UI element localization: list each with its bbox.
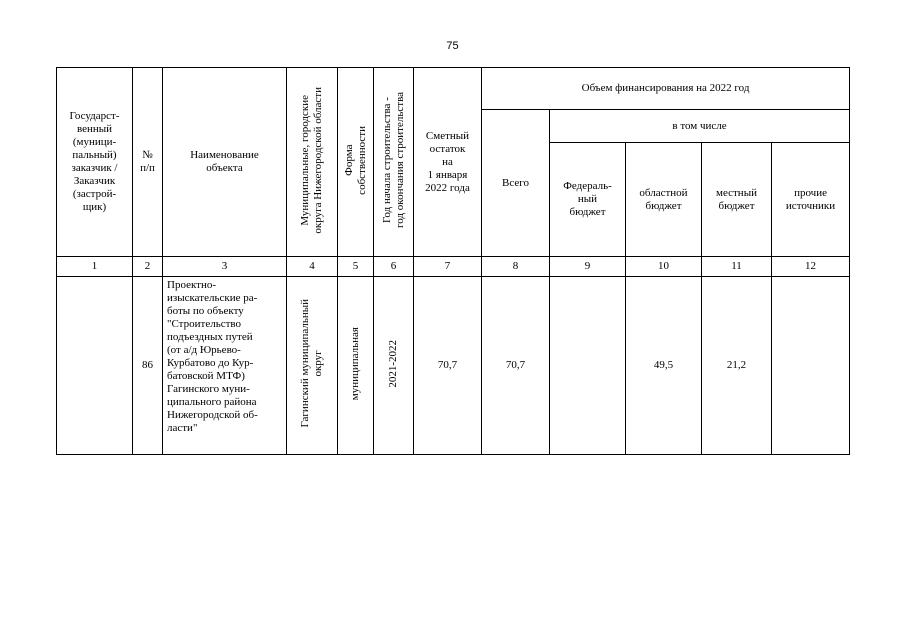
row-local: 21,2	[702, 277, 772, 455]
column-number: 10	[626, 257, 702, 277]
header-customer: Государст- венный (муници- пальный) заказчик / Заказчик (застрой- щик)	[57, 68, 133, 257]
column-number: 8	[482, 257, 550, 277]
header-balance: Сметный остаток на 1 января 2022 года	[414, 68, 482, 257]
table-row	[57, 277, 850, 455]
row-total: 70,7	[482, 277, 550, 455]
column-numbers-row	[57, 257, 850, 277]
column-number: 9	[550, 257, 626, 277]
financing-table	[56, 67, 850, 455]
row-years: 2021-2022	[387, 339, 399, 388]
page-number: 75	[446, 40, 459, 52]
column-number: 4	[287, 257, 338, 277]
column-number: 3	[163, 257, 287, 277]
column-number: 5	[338, 257, 374, 277]
header-regional: областной бюджет	[626, 143, 702, 257]
column-number: 7	[414, 257, 482, 277]
header-municipalities-cell	[287, 68, 338, 257]
column-number: 12	[772, 257, 850, 277]
header-financing: Объем финансирования на 2022 год	[482, 68, 850, 110]
header-object-name: Наименование объекта	[163, 68, 287, 257]
header-federal: Федераль- ный бюджет	[550, 143, 626, 257]
row-ownership: муниципальная	[349, 326, 361, 401]
header-years-cell	[374, 68, 414, 257]
header-ownership: Форма собственности	[342, 125, 368, 195]
row-ownership-cell	[338, 277, 374, 455]
header-local: местный бюджет	[702, 143, 772, 257]
column-number: 2	[133, 257, 163, 277]
row-years-cell	[374, 277, 414, 455]
row-number: 86	[133, 277, 163, 455]
header-ownership-cell	[338, 68, 374, 257]
row-federal	[550, 277, 626, 455]
column-number: 1	[57, 257, 133, 277]
header-including: в том числе	[550, 110, 850, 143]
row-municipality: Гагинский муниципальный округ	[299, 299, 324, 428]
header-municipalities: Муниципальные, городские округа Нижегородской области	[299, 86, 324, 234]
row-regional: 49,5	[626, 277, 702, 455]
header-other: прочие источники	[772, 143, 850, 257]
row-other	[772, 277, 850, 455]
row-customer	[57, 277, 133, 455]
row-balance: 70,7	[414, 277, 482, 455]
header-number: № п/п	[133, 68, 163, 257]
column-number: 6	[374, 257, 414, 277]
column-number: 11	[702, 257, 772, 277]
row-object-name: Проектно- изыскательские ра- боты по объекту "Строительство подъездных путей (от а/д Юрьево- Курбатово до Кур- батовской МТФ) Гагинского муни- ципального района Нижегородской об- ласти"	[163, 277, 287, 455]
header-years: Год начала строительства - год окончания строительства	[380, 92, 406, 228]
header-total: Всего	[482, 110, 550, 257]
row-municipality-cell	[287, 277, 338, 455]
